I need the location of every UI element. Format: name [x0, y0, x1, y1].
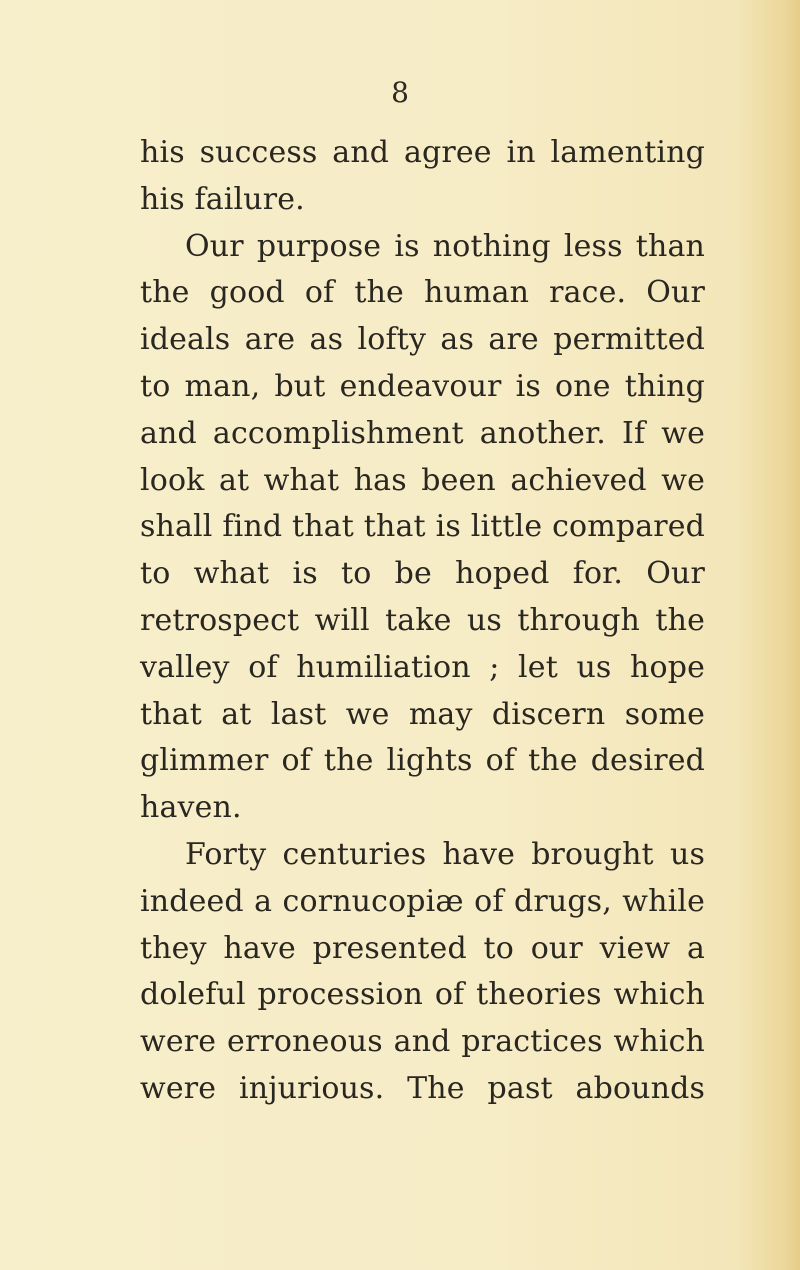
text-line: shall find that that is little compared	[140, 509, 705, 545]
text-line: glimmer of the lights of the desired	[140, 743, 705, 779]
text-line: Our purpose is nothing less than	[185, 228, 705, 264]
text-line: indeed a cornucopiæ of drugs, while	[140, 883, 705, 919]
page-number: 8	[391, 76, 409, 109]
text-line: Forty centuries have brought us	[185, 836, 705, 872]
text-line: to what is to be hoped for. Our	[140, 556, 705, 592]
text-line: valley of humiliation ; let us hope	[140, 649, 705, 685]
text-line: ideals are as lofty as are permitted	[140, 322, 705, 358]
text-line: were injurious. The past abounds	[140, 1070, 705, 1106]
body-text	[140, 130, 705, 1113]
text-line: that at last we may discern some	[140, 696, 705, 732]
text-line: haven.	[140, 790, 242, 826]
text-line: his failure.	[140, 181, 305, 217]
text-line: his success and agree in lamenting	[140, 135, 705, 170]
text-line: and accomplishment another. If we	[140, 415, 705, 451]
text-line: doleful procession of theories which	[140, 977, 705, 1013]
text-line: they have presented to our view a	[140, 930, 705, 966]
text-line: retrospect will take us through the	[140, 602, 705, 638]
text-line: the good of the human race. Our	[140, 275, 705, 311]
text-line: were erroneous and practices which	[140, 1024, 705, 1060]
text-line: to man, but endeavour is one thing	[140, 368, 705, 404]
text-line: look at what has been achieved we	[140, 462, 705, 498]
